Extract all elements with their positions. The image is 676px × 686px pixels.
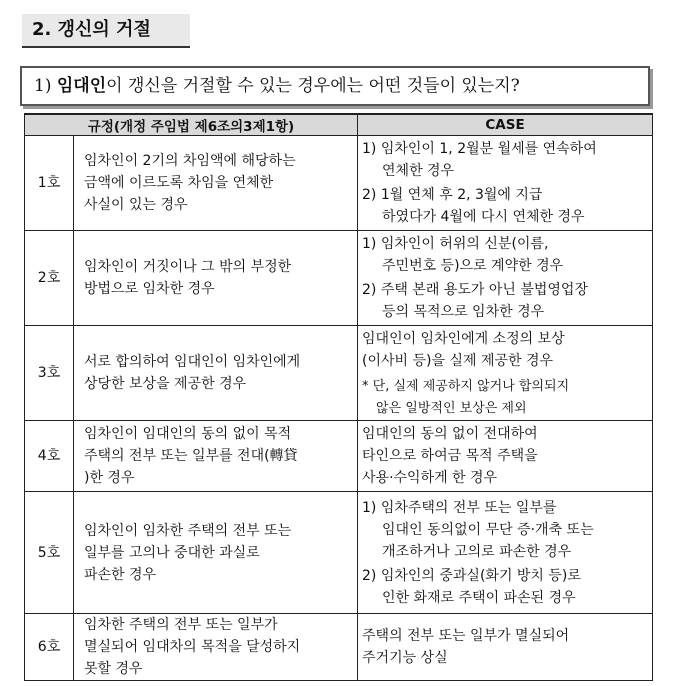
case-line: 2) 주택 본래 용도가 아닌 불법영업장 [362, 282, 588, 298]
case-item [362, 328, 648, 372]
case-cell [358, 231, 653, 326]
case-line: 임대인 동의없이 무단 증·개축 또는 [382, 521, 594, 538]
rule-cell [74, 421, 358, 492]
case-line: 타인으로 하여금 목적 주택을 [362, 448, 538, 464]
case-line: 주거기능 상실 [362, 650, 448, 666]
rule-line: 임차인이 거짓이나 그 밖의 부정한 [84, 259, 292, 275]
table-row [25, 421, 653, 492]
case-line: 사용·수익하게 한 경우 [362, 470, 498, 486]
rule-line: 파손한 경우 [84, 566, 157, 583]
table-row [25, 326, 653, 421]
row-number: 4호 [25, 421, 74, 492]
rule-line: 사실이 있는 경우 [84, 197, 188, 213]
case-cell [358, 492, 653, 614]
case-item [362, 497, 648, 563]
header-rule: 규정(개정 주임법 제6조의3제1항) [25, 114, 358, 136]
case-line: 개조하거나 고의로 파손한 경우 [382, 543, 572, 560]
renewal-refusal-table [24, 113, 653, 681]
rule-line: 멸실되어 임대차의 목적을 달성하지 [84, 639, 301, 655]
case-line: 하였다가 4월에 다시 연체한 경우 [382, 209, 585, 225]
rule-line: 임차인이 2기의 차임액에 해당하는 [84, 153, 296, 169]
rule-cell [74, 614, 358, 681]
rule-line: 상당한 보상을 제공한 경우 [84, 376, 247, 392]
rule-cell [74, 136, 358, 231]
table-header-row [25, 114, 653, 136]
rule-line: 임차인이 임대인의 동의 없이 목적 [84, 426, 292, 442]
case-item [362, 233, 648, 277]
row-number: 1호 [25, 136, 74, 231]
case-line: 주택의 전부 또는 일부가 멸실되어 [362, 628, 570, 644]
case-line: 연체한 경우 [382, 163, 455, 179]
section-title: 2. 갱신의 거절 [22, 14, 190, 48]
case-item [362, 279, 648, 323]
row-number: 5호 [25, 492, 74, 614]
case-line: 2) 임차인의 중과실(화기 방치 등)로 [362, 567, 581, 584]
case-line: 1) 임차주택의 전부 또는 일부를 [362, 499, 557, 516]
rule-line: )한 경우 [84, 470, 135, 486]
case-cell [358, 136, 653, 231]
case-item [362, 138, 648, 182]
rule-line: 방법으로 임차한 경우 [84, 281, 215, 297]
rule-line: 임차인이 임차한 주택의 전부 또는 [84, 522, 292, 539]
case-cell [358, 614, 653, 681]
rule-line: 금액에 이르도록 차임을 연체한 [84, 175, 274, 191]
rule-cell [74, 492, 358, 614]
rule-cell [74, 326, 358, 421]
case-item [362, 423, 648, 489]
case-line: 등의 목적으로 임차한 경우 [382, 304, 545, 320]
table-row [25, 136, 653, 231]
table-row [25, 231, 653, 326]
question-bold-term: 임대인 [56, 76, 107, 96]
table-row [25, 492, 653, 614]
case-item [362, 625, 648, 669]
table-row [25, 614, 653, 681]
case-line: 1) 임차인이 허위의 신분(이름, [362, 236, 549, 252]
case-item [362, 184, 648, 228]
row-number: 2호 [25, 231, 74, 326]
case-item [362, 565, 648, 609]
rule-line: 주택의 전부 또는 일부를 전대(轉貸 [84, 448, 298, 464]
case-line: 인한 화재로 주택이 파손된 경우 [382, 589, 576, 606]
case-line: 주민번호 등)으로 계약한 경우 [382, 258, 564, 274]
rule-line: 일부를 고의나 중대한 과실로 [84, 544, 260, 561]
question-box [20, 66, 650, 106]
case-cell [358, 326, 653, 421]
case-note: * 단, 실제 제공하지 않거나 합의되지 [362, 379, 570, 394]
header-case: CASE [358, 114, 653, 136]
case-line: 임대인이 임차인에게 소정의 보상 [362, 331, 565, 347]
case-line: (이사비 등)을 실제 제공한 경우 [362, 353, 554, 369]
row-number: 3호 [25, 326, 74, 421]
question-prefix: 1) [34, 76, 57, 96]
rule-line: 임차한 주택의 전부 또는 일부가 [84, 617, 278, 633]
question-text: 이 갱신을 거절할 수 있는 경우에는 어떤 것들이 있는지? [106, 76, 520, 96]
rule-cell [74, 231, 358, 326]
row-number: 6호 [25, 614, 74, 681]
case-cell [358, 421, 653, 492]
rule-line: 못할 경우 [84, 661, 143, 677]
case-line: 2) 1월 연체 후 2, 3월에 지급 [362, 187, 543, 203]
rule-line: 서로 합의하여 임대인이 임차인에게 [84, 354, 301, 370]
case-line: 임대인의 동의 없이 전대하여 [362, 426, 538, 442]
case-line: 1) 임차인이 1, 2월분 월세를 연속하여 [362, 141, 597, 157]
case-note: 않은 일방적인 보상은 제외 [376, 401, 527, 416]
